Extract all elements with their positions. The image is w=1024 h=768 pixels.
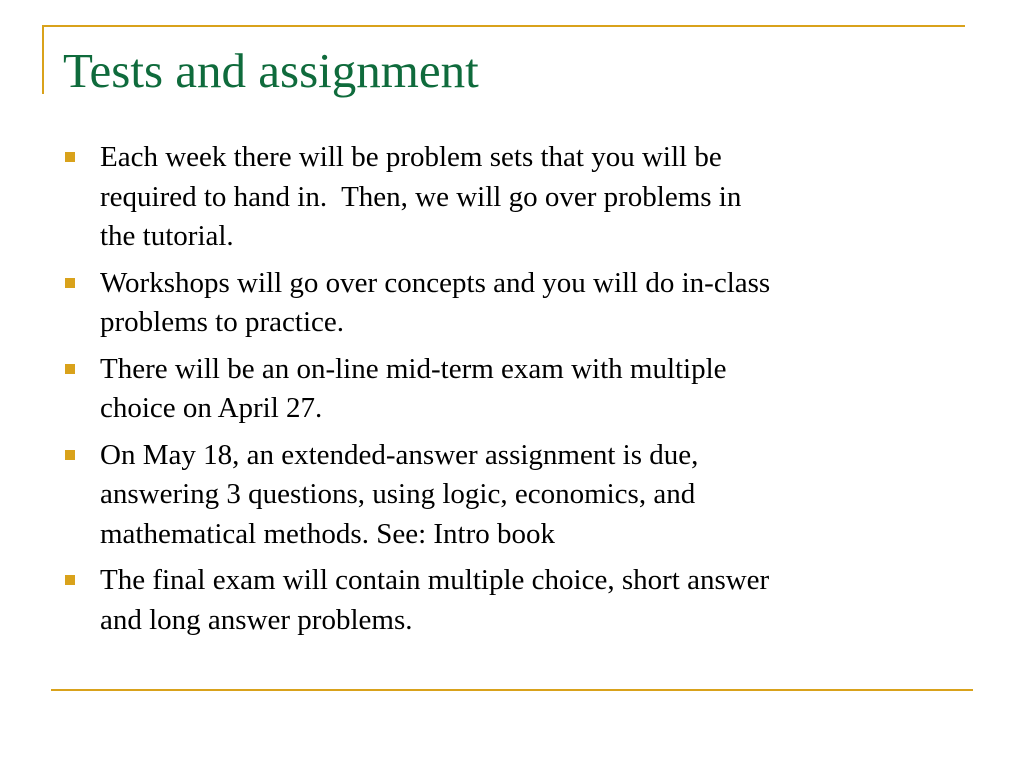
bullet-list [62, 138, 962, 647]
bullet-item [62, 264, 962, 343]
bullet-item [62, 138, 962, 257]
frame-top-rule [42, 25, 965, 27]
bullet-line: and long answer problems. [100, 603, 413, 636]
square-bullet-icon [65, 152, 75, 162]
bullet-line: The final exam will contain multiple choice, short answer [100, 564, 770, 596]
frame-bottom-rule [51, 689, 973, 691]
bullet-line: mathematical methods. See: Intro book [100, 517, 556, 550]
bullet-line: On May 18, an extended-answer assignment is due, [100, 438, 699, 471]
slide-title: Tests and assignment [63, 43, 479, 98]
bullet-line: required to hand in. Then, we will go over problems in [100, 180, 742, 213]
bullet-line: Workshops will go over concepts and you will do in-class [100, 266, 771, 299]
bullet-item [62, 436, 962, 555]
bullet-item [62, 350, 962, 429]
square-bullet-icon [65, 575, 75, 585]
bullet-line: problems to practice. [100, 306, 344, 338]
square-bullet-icon [65, 450, 75, 460]
bullet-line: Each week there will be problem sets that you will be [100, 141, 722, 173]
bullet-item [62, 561, 962, 640]
bullet-line: choice on April 27. [100, 392, 323, 424]
square-bullet-icon [65, 364, 75, 374]
frame-left-rule [42, 25, 44, 94]
bullet-line: answering 3 questions, using logic, economics, and [100, 478, 696, 510]
bullet-line: the tutorial. [100, 220, 234, 252]
bullet-line: There will be an on-line mid-term exam with multiple [100, 352, 727, 385]
square-bullet-icon [65, 278, 75, 288]
